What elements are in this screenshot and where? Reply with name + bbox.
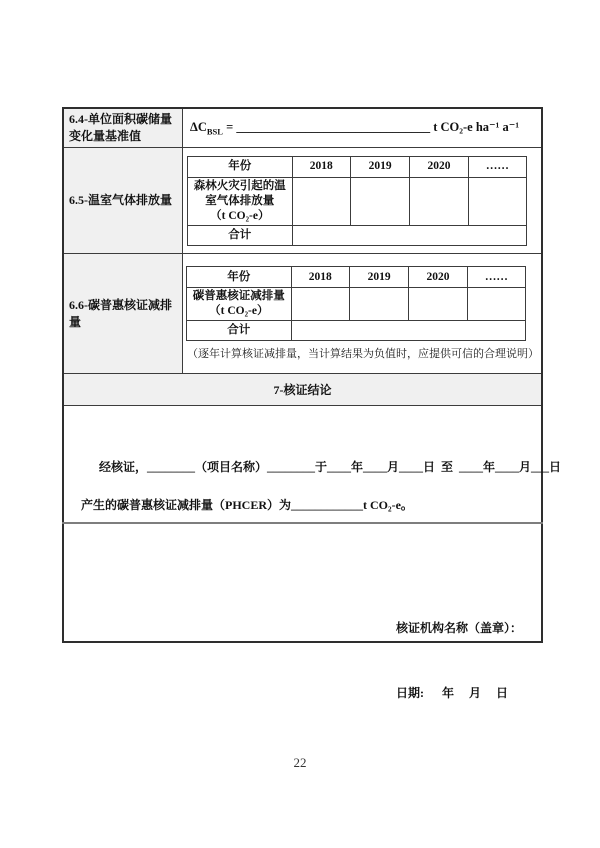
main-table [62,107,562,700]
row-6-5 [63,148,542,254]
calculation-note: （逐年计算核证减排量，当计算结果为负值时，应提供可信的合理说明） [187,348,539,360]
header-2018: 2018 [292,156,350,177]
total-value-cell [292,225,526,245]
table-data-row [187,288,526,321]
value-cell-2019 [349,288,408,321]
header-2018: 2018 [291,267,349,288]
row-6-6-content [183,254,543,374]
value-cell-2019 [350,177,409,225]
total-label: 合计 [187,321,292,341]
formula-base: ΔC [190,120,207,135]
baseline-formula [183,108,543,148]
row-6-6 [63,254,542,374]
ghg-emissions-table [187,156,527,246]
fire-emissions-label: 森林火灾引起的温室气体排放量 （t CO₂-e） [188,177,293,225]
formula-blank-line: _______________________________ [236,120,431,135]
header-2019: 2019 [349,267,408,288]
formula-equals: = [222,120,237,135]
header-ellipsis: …… [467,267,525,288]
row-6-4-label: 6.4-单位面积碳储量变化量基准值 [63,108,183,148]
header-2020: 2020 [409,267,467,288]
total-value-cell [291,321,525,341]
formula-unit: t CO₂-e ha⁻¹ a⁻¹ [430,120,520,135]
unit-label: （t CO₂-e） [209,305,269,317]
unit-label: （t CO₂-e） [210,209,270,222]
table-header-row [187,267,526,288]
table-total-row [188,225,527,245]
statement-line-1: 经核证，________（项目名称）________于____年____月____日 至 ____年____月___日 [99,459,562,474]
value-cell-2018 [291,288,349,321]
header-2020: 2020 [410,156,468,177]
row-6-4 [63,108,542,148]
verification-statement [63,406,562,523]
formula-subscript: BSL [206,126,223,137]
row-6-6-label: 6.6-碳普惠核证减排量 [63,254,183,374]
section-7-header-row [63,374,542,406]
date-line: 日期: 年 月 日 [396,685,508,700]
signature-cell [63,523,542,700]
section-7-body-row [63,406,542,523]
header-year: 年份 [188,156,293,177]
value-cell-2020 [409,288,467,321]
value-cell-2018 [292,177,350,225]
phcer-label: 碳普惠核证减排量 （t CO₂-e） [187,288,292,321]
header-ellipsis: …… [468,156,526,177]
section-7-title: 7-核证结论 [63,374,542,406]
table-header-row [188,156,527,177]
header-year: 年份 [187,267,292,288]
value-cell-2020 [410,177,468,225]
page-number: 22 [293,755,307,770]
total-label: 合计 [188,225,293,245]
signature-row [63,523,542,642]
table-data-row [188,177,527,225]
row-6-5-content [183,148,543,254]
row-6-5-label: 6.5-温室气体排放量 [63,148,183,254]
header-2019: 2019 [350,156,409,177]
statement-line-2: 产生的碳普惠核证减排量（PHCER）为____________t CO₂-e。 [81,497,413,512]
value-cell-more [468,177,526,225]
table-total-row [187,321,526,341]
phcer-reduction-table [186,266,526,341]
verifier-name-line: 核证机构名称（盖章）： [396,620,523,635]
signature-block [396,588,522,733]
value-cell-more [467,288,525,321]
